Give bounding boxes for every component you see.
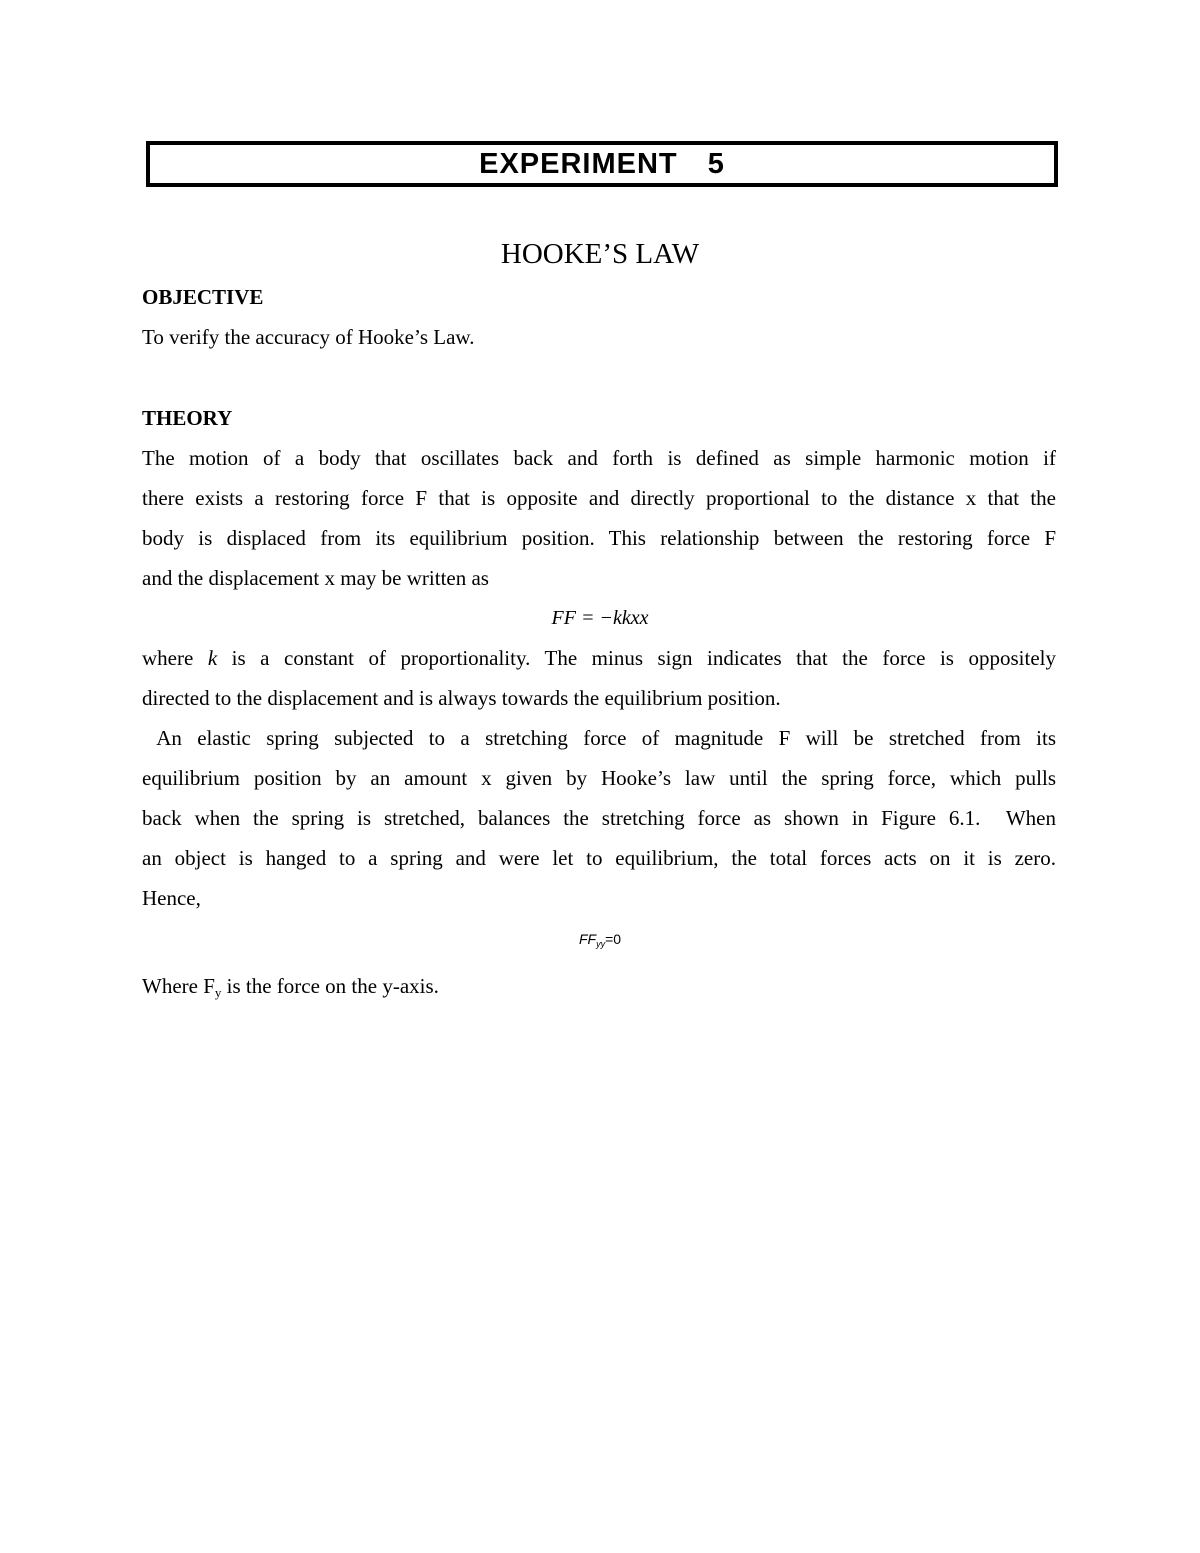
text-run: is a constant of proportionality. The minus sign indicates that the force is oppositely [217,646,1056,670]
theory-line: and the displacement x may be written as [142,566,489,590]
theory-line: back when the spring is stretched, balances the stretching force as shown in Figure 6.1. When [142,806,1056,830]
theory-line: equilibrium position by an amount x given by Hooke’s law until the spring force, which pulls [142,766,1056,790]
document-title: HOOKE’S LAW [500,238,700,270]
text-run: Where F [142,974,215,998]
theory-line: The motion of a body that oscillates back and forth is defined as simple harmonic motion if [142,446,1056,470]
text-run: is the force on the y-axis. [221,974,439,998]
experiment-title-box [146,141,1058,187]
hookes-law-equation: FF = −kkxx [551,607,649,629]
objective-heading: OBJECTIVE [142,285,264,309]
equation-variable: FF [578,931,597,947]
experiment-number: EXPERIMENT 5 [479,147,725,180]
theory-heading: THEORY [142,406,233,430]
theory-line: An elastic spring subjected to a stretching force of magnitude F will be stretched from its [142,726,1056,750]
theory-line: body is displaced from its equilibrium position. This relationship between the restoring force F [142,526,1056,550]
equation-subscript: yy [596,939,606,949]
theory-line: an object is hanged to a spring and were let to equilibrium, the total forces acts on it is zero. [142,846,1056,870]
subscript-y: y [214,985,222,1000]
theory-line: there exists a restoring force F that is opposite and directly proportional to the distance x that the [142,486,1056,510]
equation-rest: =0 [605,931,622,947]
final-line [142,972,439,1007]
theory-line: Hence, [142,886,201,910]
equilibrium-equation [0,928,1200,955]
objective-text: To verify the accuracy of Hooke’s Law. [142,325,475,349]
k-variable: k [207,646,218,670]
text-run: where [142,646,208,670]
theory-line [142,644,1056,672]
theory-line: directed to the displacement and is always towards the equilibrium position. [142,686,781,710]
